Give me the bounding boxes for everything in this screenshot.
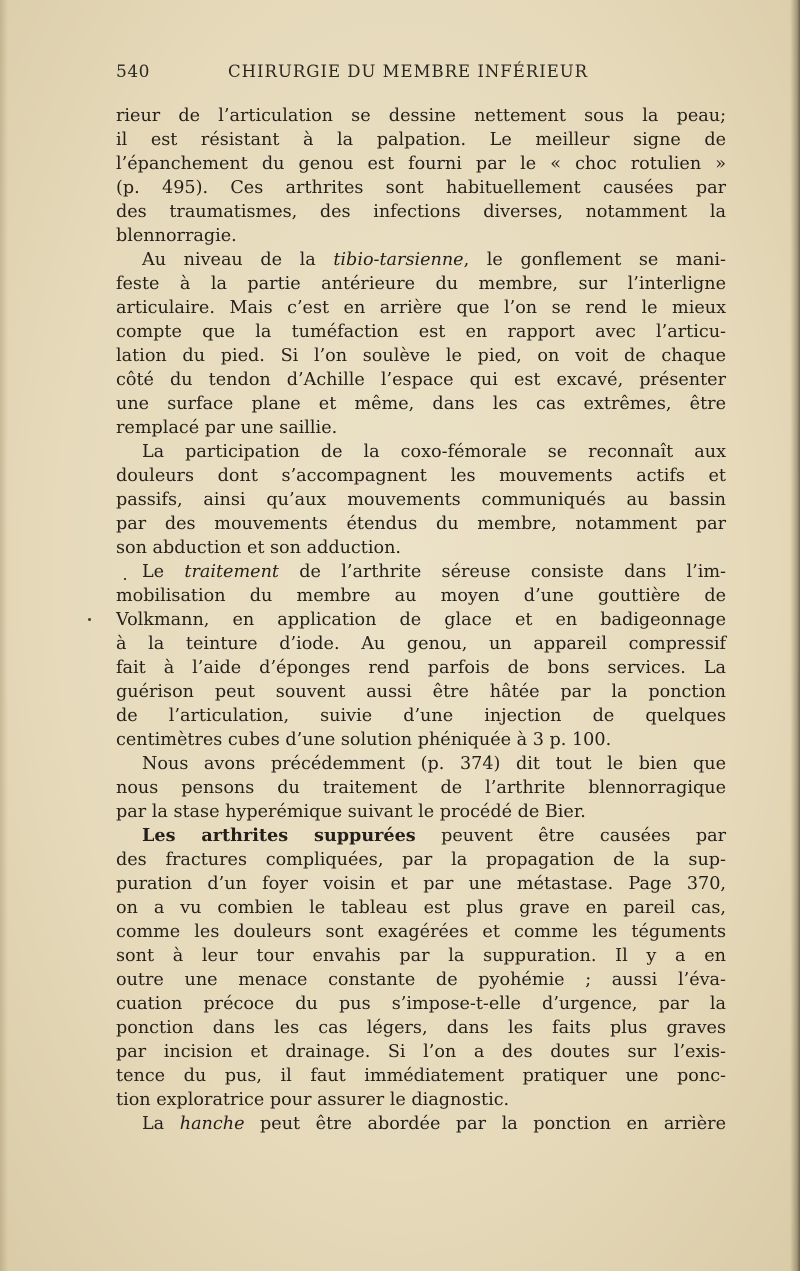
text-line: à la teinture d’iode. Au genou, un appareil compressif xyxy=(116,634,726,654)
text-line: des fractures compliquées, par la propagation de la sup- xyxy=(116,850,726,870)
page-left-edge xyxy=(0,0,8,1271)
text-line: par des mouvements étendus du membre, notamment par xyxy=(116,514,726,534)
text-line: il est résistant à la palpation. Le meilleur signe de xyxy=(116,130,726,150)
text-line xyxy=(116,1112,726,1136)
text-line: cuation précoce du pus s’impose-t-elle d’urgence, par la xyxy=(116,994,726,1014)
text-line xyxy=(116,248,726,272)
text-line: passifs, ainsi qu’aux mouvements communiqués au bassin xyxy=(116,490,726,510)
text-line: côté du tendon d’Achille l’espace qui est excavé, présenter xyxy=(116,370,726,390)
paragraph xyxy=(116,824,726,1112)
text-line: fait à l’aide d’éponges rend parfois de bons services. La xyxy=(116,658,726,678)
italic-term: traitement xyxy=(184,562,279,582)
text-line: des traumatismes, des infections diverses, notamment la xyxy=(116,202,726,222)
text-line: articulaire. Mais c’est en arrière que l’on se rend le mieux xyxy=(116,298,726,318)
text-run: Au niveau de la xyxy=(142,250,334,270)
bold-term: Les arthrites suppurées xyxy=(142,825,416,846)
margin-dot xyxy=(88,618,91,621)
text-line: tence du pus, il faut immédiatement pratiquer une ponc- xyxy=(116,1066,726,1086)
text-line: Volkmann, en application de glace et en badigeonnage xyxy=(116,610,726,630)
text-line: guérison peut souvent aussi être hâtée par la ponction xyxy=(116,682,726,702)
page-number: 540 xyxy=(116,62,150,82)
text-line xyxy=(116,824,726,848)
text-run: Le xyxy=(142,562,185,582)
text-line: tion exploratrice pour assurer le diagnostic. xyxy=(116,1090,510,1110)
text-line: une surface plane et même, dans les cas extrêmes, être xyxy=(116,394,726,414)
text-line: de l’articulation, suivie d’une injection de quelques xyxy=(116,706,726,726)
text-line: centimètres cubes d’une solution phéniquée à 3 p. 100. xyxy=(116,730,612,750)
text-line: outre une menace constante de pyohémie ; aussi l’éva- xyxy=(116,970,726,990)
text-line: lation du pied. Si l’on soulève le pied, on voit de chaque xyxy=(116,346,726,366)
text-run: peut être abordée par la ponction en arrière xyxy=(244,1114,726,1134)
text-line: remplacé par une saillie. xyxy=(116,418,338,438)
text-line: par incision et drainage. Si l’on a des doutes sur l’exis- xyxy=(116,1042,726,1062)
running-title: CHIRURGIE DU MEMBRE INFÉRIEUR xyxy=(228,62,589,81)
paragraph xyxy=(116,248,726,440)
text-line: ponction dans les cas légers, dans les faits plus graves xyxy=(116,1018,726,1038)
paragraph xyxy=(116,560,726,752)
text-line: (p. 495). Ces arthrites sont habituellement causées par xyxy=(116,178,726,198)
text-line: nous pensons du traitement de l’arthrite blennorragique xyxy=(116,778,726,798)
text-run: , le gonflement se mani- xyxy=(463,250,726,270)
body-text xyxy=(116,104,726,1136)
italic-term: tibio-tarsienne xyxy=(333,250,464,270)
text-line: blennorragie. xyxy=(116,226,237,246)
text-line: feste à la partie antérieure du membre, sur l’interligne xyxy=(116,274,726,294)
text-line: compte que la tuméfaction est en rapport avec l’articu- xyxy=(116,322,726,342)
text-line xyxy=(116,560,726,584)
text-line: Nous avons précédemment (p. 374) dit tout le bien que xyxy=(142,754,726,774)
running-header xyxy=(116,62,724,86)
text-line: sont à leur tour envahis par la suppuration. Il y a en xyxy=(116,946,726,966)
text-line: La participation de la coxo-fémorale se reconnaît aux xyxy=(142,442,726,462)
text-line: comme les douleurs sont exagérées et comme les téguments xyxy=(116,922,726,942)
text-line: rieur de l’articulation se dessine nettement sous la peau; xyxy=(116,106,726,126)
text-run: de l’arthrite séreuse consiste dans l’im- xyxy=(278,562,726,582)
text-run: peuvent être causées par xyxy=(415,826,727,846)
text-line: douleurs dont s’accompagnent les mouvements actifs et xyxy=(116,466,726,486)
paragraph xyxy=(116,1112,726,1136)
italic-term: hanche xyxy=(179,1114,245,1134)
paragraph xyxy=(116,440,726,560)
text-line: puration d’un foyer voisin et par une métastase. Page 370, xyxy=(116,874,726,894)
text-line: l’épanchement du genou est fourni par le « choc rotulien » xyxy=(116,154,726,174)
text-line: son abduction et son adduction. xyxy=(116,538,401,558)
page-right-edge xyxy=(790,0,800,1271)
text-run: La xyxy=(142,1114,180,1134)
text-line: on a vu combien le tableau est plus grave en pareil cas, xyxy=(116,898,726,918)
paragraph xyxy=(116,752,726,824)
paragraph xyxy=(116,104,726,248)
text-line: par la stase hyperémique suivant le procédé de Bier. xyxy=(116,802,586,822)
text-line: mobilisation du membre au moyen d’une gouttière de xyxy=(116,586,726,606)
